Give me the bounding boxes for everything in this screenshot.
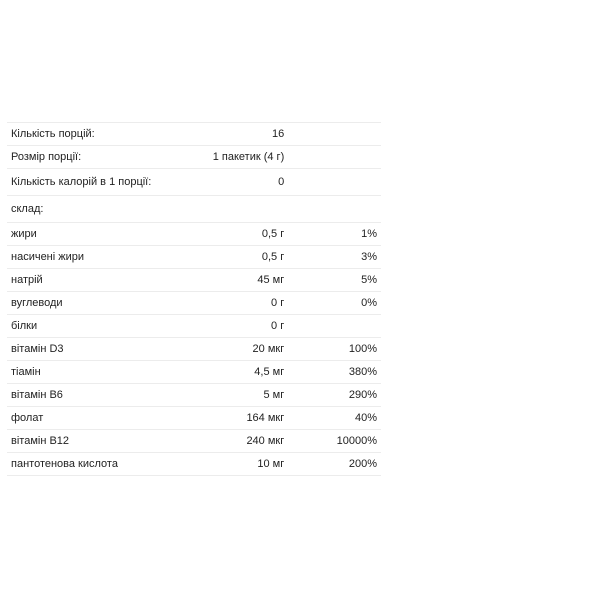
calories-value: 0	[198, 169, 288, 196]
nutrient-row	[7, 453, 381, 476]
nutrition-facts-table	[7, 122, 381, 476]
nutrient-daily-value	[288, 315, 381, 338]
nutrient-row	[7, 361, 381, 384]
serving-size-empty	[288, 146, 381, 169]
nutrient-daily-value: 10000%	[288, 430, 381, 453]
nutrient-name: натрій	[7, 269, 198, 292]
composition-empty-dv	[288, 196, 381, 223]
nutrient-row	[7, 430, 381, 453]
nutrient-row	[7, 315, 381, 338]
nutrient-row	[7, 246, 381, 269]
nutrient-amount: 4,5 мг	[198, 361, 288, 384]
servings-empty	[288, 123, 381, 146]
nutrient-amount: 240 мкг	[198, 430, 288, 453]
nutrient-row	[7, 338, 381, 361]
nutrient-name: білки	[7, 315, 198, 338]
servings-row	[7, 123, 381, 146]
calories-empty	[288, 169, 381, 196]
composition-label: склад:	[7, 196, 198, 223]
nutrient-daily-value: 290%	[288, 384, 381, 407]
nutrient-name: вуглеводи	[7, 292, 198, 315]
nutrient-daily-value: 0%	[288, 292, 381, 315]
nutrient-name: жири	[7, 223, 198, 246]
nutrient-amount: 10 мг	[198, 453, 288, 476]
nutrient-name: тіамін	[7, 361, 198, 384]
serving-size-row	[7, 146, 381, 169]
nutrient-amount: 0 г	[198, 315, 288, 338]
nutrient-daily-value: 40%	[288, 407, 381, 430]
nutrient-daily-value: 380%	[288, 361, 381, 384]
nutrient-row	[7, 292, 381, 315]
nutrient-name: вітамін D3	[7, 338, 198, 361]
servings-value: 16	[198, 123, 288, 146]
nutrient-row	[7, 407, 381, 430]
nutrient-amount: 20 мкг	[198, 338, 288, 361]
nutrient-name: вітамін B12	[7, 430, 198, 453]
nutrient-daily-value: 200%	[288, 453, 381, 476]
nutrient-amount: 0,5 г	[198, 246, 288, 269]
nutrient-daily-value: 1%	[288, 223, 381, 246]
serving-size-value: 1 пакетик (4 г)	[198, 146, 288, 169]
serving-size-label: Розмір порції:	[7, 146, 198, 169]
nutrient-daily-value: 5%	[288, 269, 381, 292]
nutrient-name: вітамін B6	[7, 384, 198, 407]
nutrient-row	[7, 223, 381, 246]
servings-label: Кількість порцій:	[7, 123, 198, 146]
calories-label: Кількість калорій в 1 порції:	[7, 169, 198, 196]
nutrient-amount: 5 мг	[198, 384, 288, 407]
nutrient-name: фолат	[7, 407, 198, 430]
nutrient-row	[7, 384, 381, 407]
nutrient-amount: 0 г	[198, 292, 288, 315]
composition-row	[7, 196, 381, 223]
nutrient-amount: 0,5 г	[198, 223, 288, 246]
nutrient-row	[7, 269, 381, 292]
nutrient-amount: 164 мкг	[198, 407, 288, 430]
nutrient-name: насичені жири	[7, 246, 198, 269]
nutrient-daily-value: 3%	[288, 246, 381, 269]
calories-row	[7, 169, 381, 196]
nutrient-amount: 45 мг	[198, 269, 288, 292]
nutrient-name: пантотенова кислота	[7, 453, 198, 476]
composition-empty-amount	[198, 196, 288, 223]
nutrient-daily-value: 100%	[288, 338, 381, 361]
